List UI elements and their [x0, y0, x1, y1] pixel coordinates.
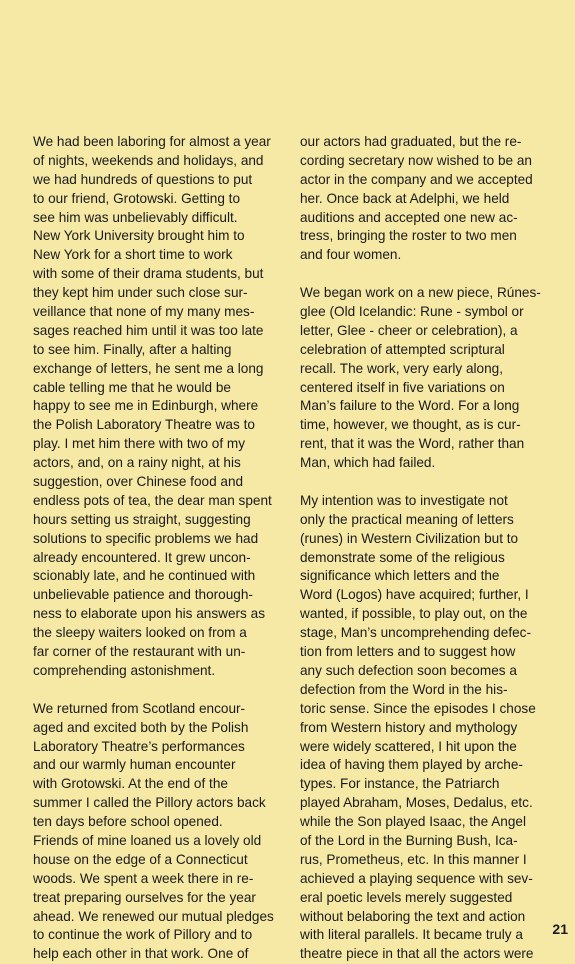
- text-line: Word (Logos) have acquired; further, I: [300, 587, 529, 603]
- text-line: endless pots of tea, the dear man spent: [33, 492, 272, 508]
- text-line: to continue the work of Pillory and to: [33, 927, 253, 943]
- text-line: recall. The work, very early along,: [300, 360, 503, 376]
- paragraph: [33, 133, 295, 681]
- text-line: our actors had graduated, but the re-: [300, 134, 522, 149]
- text-line: tress, bringing the roster to two men: [300, 228, 517, 244]
- text-line: celebration of attempted scriptural: [300, 341, 505, 357]
- text-line: auditions and accepted one new ac-: [300, 209, 518, 225]
- text-line: centered itself in five variations on: [300, 379, 505, 395]
- text-line: tion from letters and to suggest how: [300, 644, 516, 660]
- text-line: to our friend, Grotowski. Getting to: [33, 190, 241, 206]
- text-line: they kept him under such close sur-: [33, 285, 248, 301]
- text-line: rus, Prometheus, etc. In this manner I: [300, 851, 527, 867]
- text-line: play. I met him there with two of my: [33, 436, 246, 452]
- text-line: idea of having them played by arche-: [300, 757, 523, 773]
- text-line: cable telling me that he would be: [33, 379, 231, 395]
- text-line: any such defection soon becomes a: [300, 662, 517, 678]
- text-line: ahead. We renewed our mutual pledges: [33, 908, 274, 924]
- text-line: stage, Man’s uncomprehending defec-: [300, 625, 531, 641]
- text-line: with some of their drama students, but: [33, 266, 264, 282]
- text-line: My intention was to investigate not: [300, 492, 508, 508]
- text-line: comprehending astonishment.: [33, 662, 216, 678]
- text-line: of nights, weekends and holidays, and: [33, 152, 264, 168]
- text-line: demonstrate some of the religious: [300, 549, 505, 565]
- text-line: happy to see me in Edinburgh, where: [33, 398, 259, 414]
- text-line: with literal parallels. It became truly a: [300, 927, 523, 943]
- text-line: ten days before school opened.: [33, 814, 223, 830]
- text-line: to see him. Finally, after a halting: [33, 341, 232, 357]
- text-line: woods. We spent a week there in re-: [33, 870, 254, 886]
- text-line: actor in the company and we accepted: [300, 171, 533, 187]
- text-line: house on the edge of a Connecticut: [33, 851, 248, 867]
- text-line: help each other in that work. One of: [33, 946, 249, 962]
- text-line: her. Once back at Adelphi, we held: [300, 190, 510, 206]
- text-line: we had hundreds of questions to put: [33, 171, 253, 187]
- paragraph: [300, 133, 548, 265]
- text-line: rent, that it was the Word, rather than: [300, 436, 525, 452]
- text-line: Laboratory Theatre’s performances: [33, 738, 245, 754]
- text-line: solutions to specific problems we had: [33, 530, 259, 546]
- text-line: (runes) in Western Civilization but to: [300, 530, 519, 546]
- text-line: the sleepy waiters looked on from a: [33, 625, 247, 641]
- text-line: We had been laboring for almost a year: [33, 134, 271, 149]
- text-line: summer I called the Pillory actors back: [33, 795, 266, 811]
- right-column: [300, 133, 548, 964]
- text-line: only the practical meaning of letters: [300, 511, 514, 527]
- text-line: with Grotowski. At the end of the: [33, 776, 228, 792]
- text-line: suggestion, over Chinese food and: [33, 474, 244, 490]
- text-line: from Western history and mythology: [300, 719, 518, 735]
- text-line: Friends of mine loaned us a lovely old: [33, 832, 262, 848]
- text-line: ness to elaborate upon his answers as: [33, 606, 265, 622]
- text-line: Man, which had failed.: [300, 455, 436, 471]
- text-line: were widely scattered, I hit upon the: [300, 738, 517, 754]
- text-line: New York University brought him to: [33, 228, 245, 244]
- text-line: cording secretary now wished to be an: [300, 152, 532, 168]
- text-line: aged and excited both by the Polish: [33, 719, 249, 735]
- text-line: hours setting us straight, suggesting: [33, 511, 251, 527]
- text-line: played Abraham, Moses, Dedalus, etc.: [300, 795, 533, 811]
- text-line: and our warmly human encounter: [33, 757, 236, 773]
- text-line: sages reached him until it was too late: [33, 322, 264, 338]
- page-number: 21: [552, 921, 568, 937]
- text-line: and four women.: [300, 247, 402, 263]
- text-line: while the Son played Isaac, the Angel: [300, 814, 526, 830]
- text-line: unbelievable patience and thorough-: [33, 587, 253, 603]
- text-line: the Polish Laboratory Theatre was to: [33, 417, 255, 433]
- text-line: letter, Glee - cheer or celebration), a: [300, 322, 518, 338]
- text-line: eral poetic levels merely suggested: [300, 889, 513, 905]
- text-line: treat preparing ourselves for the year: [33, 889, 256, 905]
- text-line: already encountered. It grew uncon-: [33, 549, 251, 565]
- text-line: Man’s failure to the Word. For a long: [300, 398, 520, 414]
- text-line: scionably late, and he continued with: [33, 568, 256, 584]
- text-line: theatre piece in that all the actors were: [300, 946, 534, 962]
- text-line: without belaboring the text and action: [300, 908, 526, 924]
- text-line: actors, and, on a rainy night, at his: [33, 455, 241, 471]
- text-line: types. For instance, the Patriarch: [300, 776, 500, 792]
- text-line: We began work on a new piece, Rúnes-: [300, 285, 541, 301]
- text-line: glee (Old Icelandic: Rune - symbol or: [300, 304, 524, 320]
- text-line: veillance that none of my many mes-: [33, 304, 255, 320]
- paragraph: [300, 492, 548, 964]
- text-line: We returned from Scotland encour-: [33, 700, 246, 716]
- text-line: toric sense. Since the episodes I chose: [300, 700, 536, 716]
- text-line: significance which letters and the: [300, 568, 500, 584]
- left-column: [33, 133, 295, 964]
- text-line: New York for a short time to work: [33, 247, 233, 263]
- text-line: of the Lord in the Burning Bush, Ica-: [300, 832, 518, 848]
- text-line: far corner of the restaurant with un-: [33, 644, 246, 660]
- text-line: see him was unbelievably difficult.: [33, 209, 238, 225]
- paragraph: [33, 700, 295, 964]
- text-line: exchange of letters, he sent me a long: [33, 360, 264, 376]
- text-line: wanted, if possible, to play out, on the: [300, 606, 528, 622]
- paragraph: [300, 284, 548, 473]
- text-line: achieved a playing sequence with sev-: [300, 870, 533, 886]
- text-line: defection from the Word in the his-: [300, 681, 508, 697]
- text-line: time, however, we thought, as is cur-: [300, 417, 521, 433]
